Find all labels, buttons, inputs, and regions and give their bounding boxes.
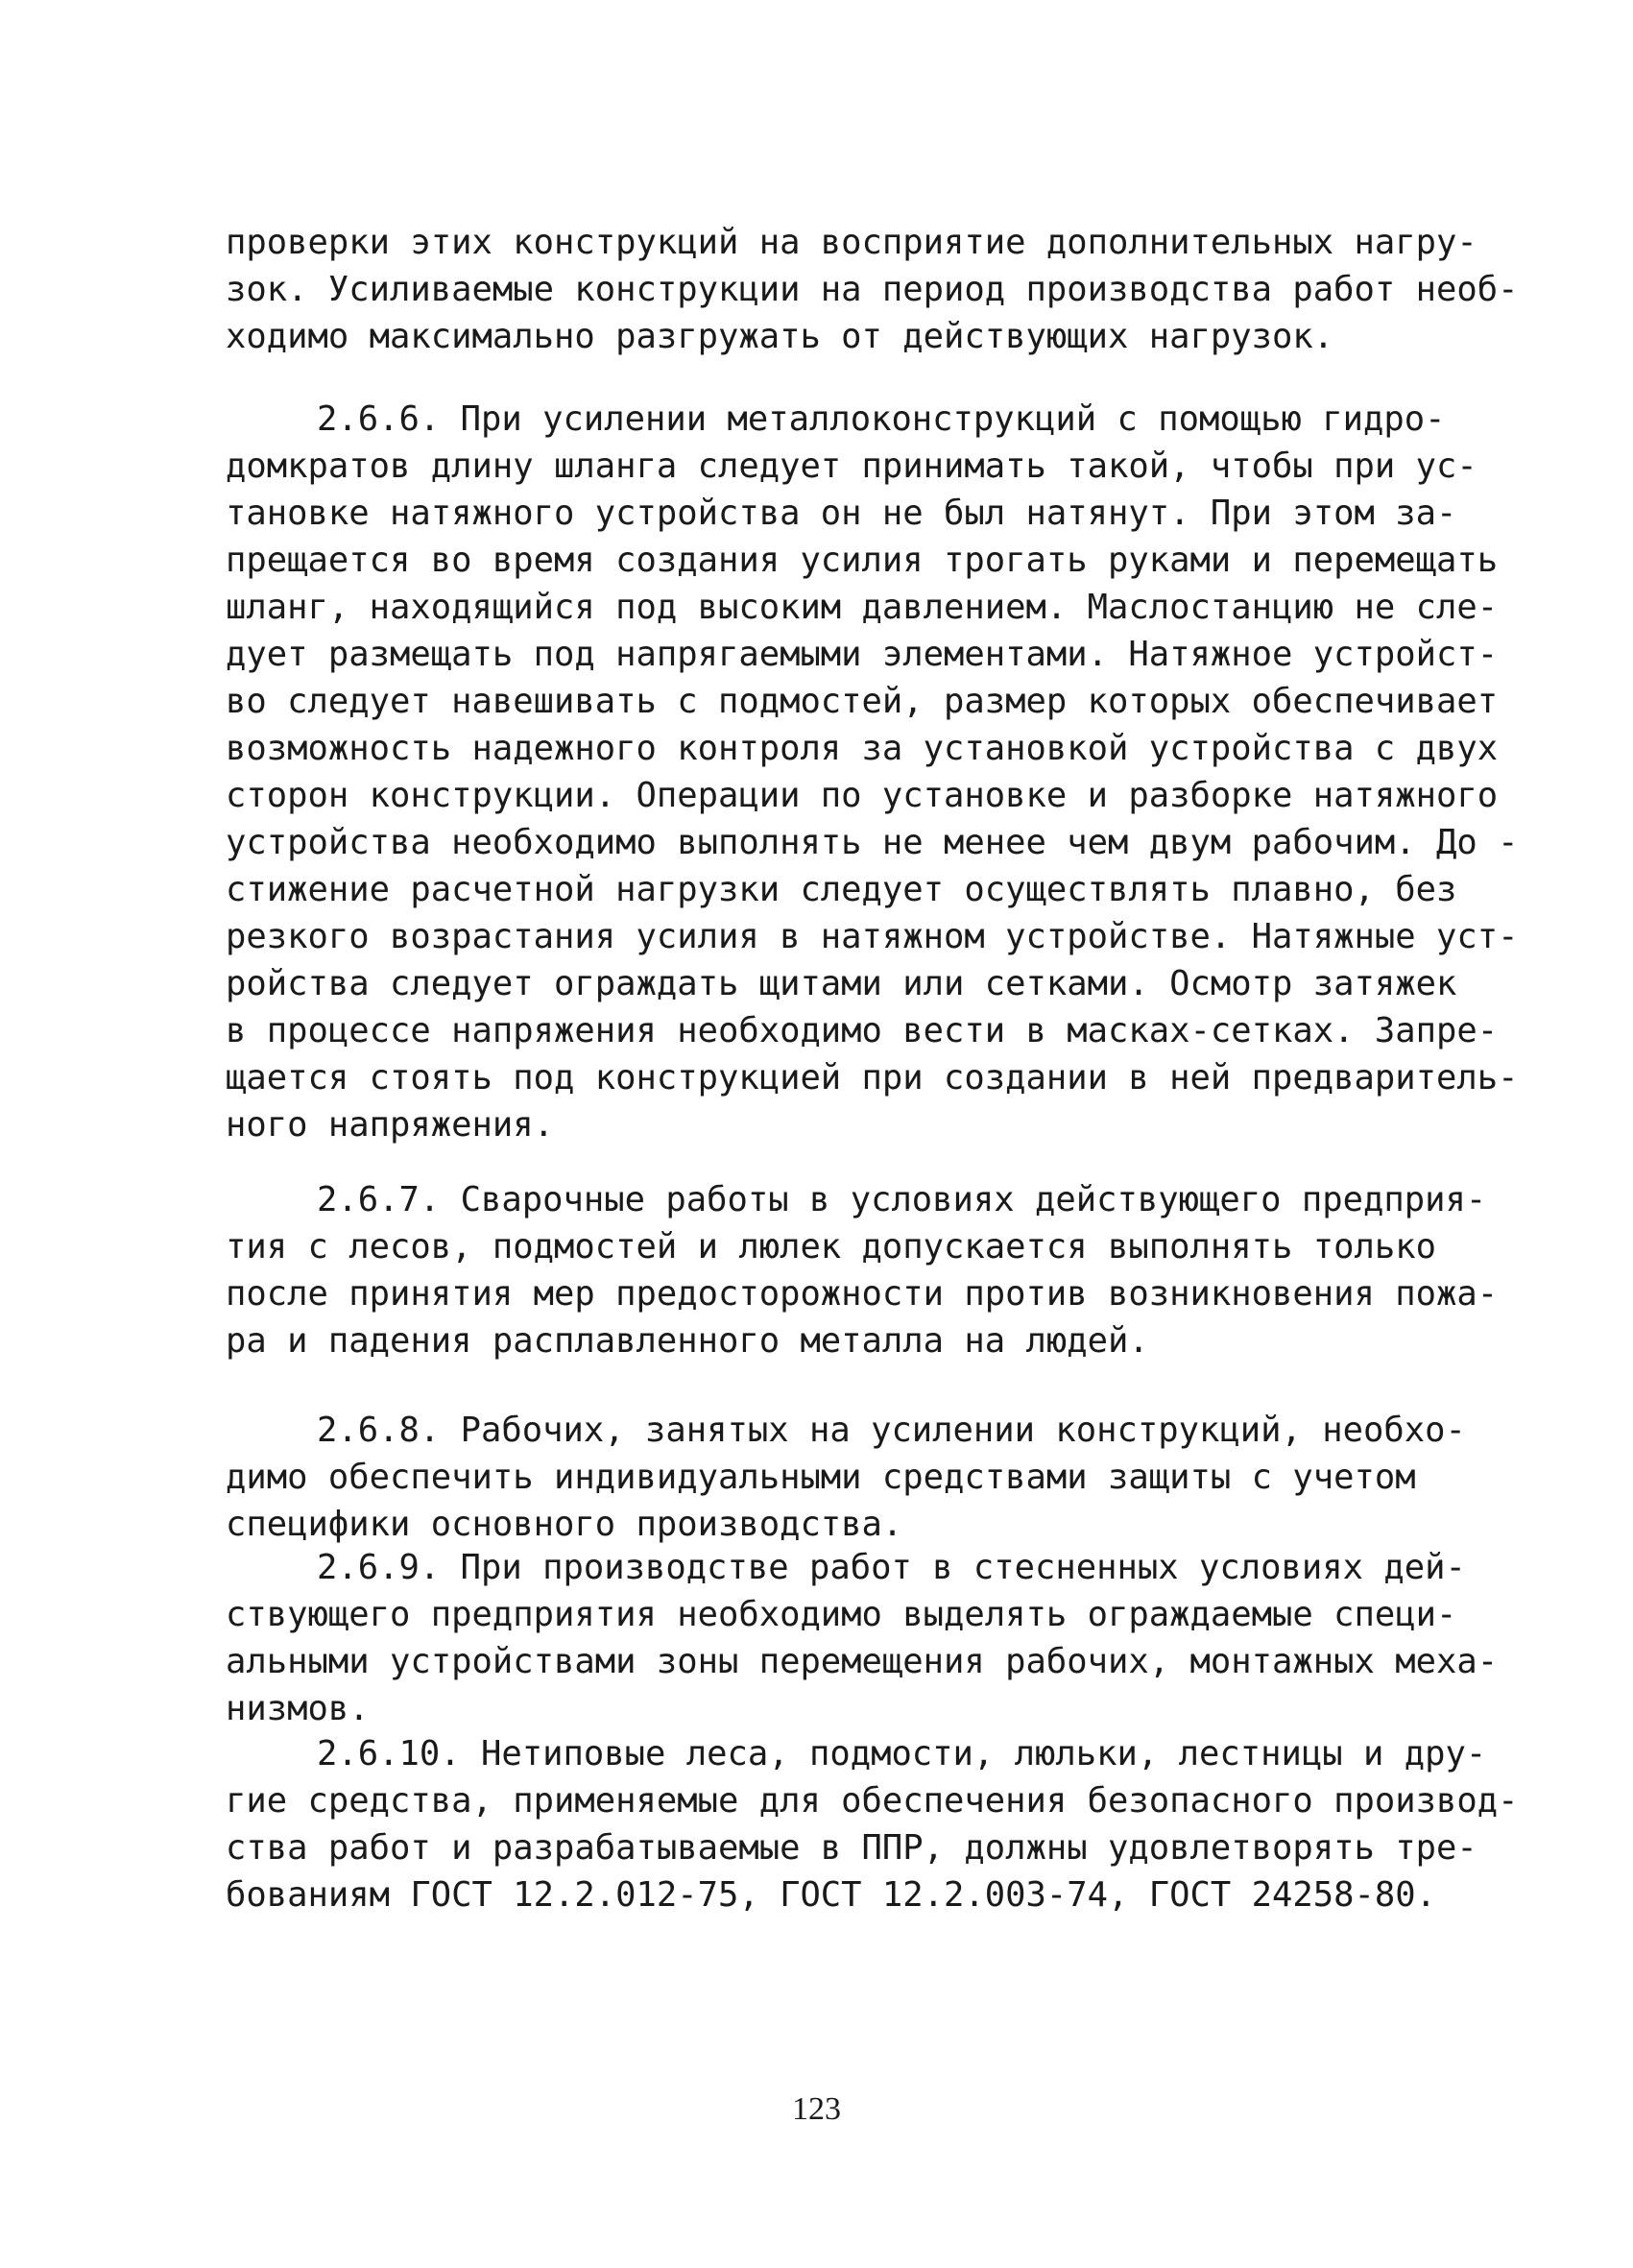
text-line: тия с лесов, подмостей и люлек допускается выполнять только (226, 1227, 1436, 1267)
text-line: сторон конструкции. Операции по установке и разборке натяжного (226, 776, 1499, 815)
text-line: ройства следует ограждать щитами или сетками. Осмотр затяжек (226, 964, 1457, 1003)
text-line: низмов. (226, 1689, 370, 1728)
paragraph-2-6-6 (226, 396, 1519, 1148)
text-line: домкратов длину шланга следует принимать такой, чтобы при ус- (226, 446, 1477, 486)
text-line: гие средства, применяемые для обеспечения безопасного производ- (226, 1781, 1519, 1821)
text-line: стижение расчетной нагрузки следует осуществлять плавно, без (226, 870, 1457, 909)
text-line: резкого возрастания усилия в натяжном устройстве. Натяжные уст- (226, 917, 1519, 956)
paragraph-2-6-7 (226, 1176, 1499, 1364)
text-line: во следует навешивать с подмостей, размер которых обеспечивает (226, 682, 1499, 721)
paragraph-2-6-10 (226, 1730, 1519, 1918)
text-line: альными устройствами зоны перемещения рабочих, монтажных меха- (226, 1642, 1499, 1681)
text-line: в процессе напряжения необходимо вести в масках-сетках. Запре- (226, 1011, 1499, 1050)
text-line: 2.6.8. Рабочих, занятых на усилении конструкций, необхо- (317, 1411, 1466, 1450)
text-line: прещается во время создания усилия трогать руками и перемещать (226, 541, 1499, 580)
text-line: возможность надежного контроля за установкой устройства с двух (226, 729, 1499, 768)
text-line: ходимо максимально разгружать от действующих нагрузок. (226, 317, 1334, 356)
text-line: 2.6.10. Нетиповые леса, подмости, люльки, лестницы и дру- (317, 1734, 1487, 1773)
text-line: 2.6.9. При производстве работ в стесненных условиях дей- (317, 1548, 1466, 1587)
text-line: ства работ и разрабатываемые в ППР, должны удовлетворять тре- (226, 1828, 1477, 1868)
text-line: зок. Усиливаемые конструкции на период производства работ необ- (226, 270, 1519, 309)
text-line: после принятия мер предосторожности против возникновения пожа- (226, 1274, 1499, 1314)
text-line: ствующего предприятия необходимо выделять ограждаемые специ- (226, 1595, 1457, 1634)
text-line: шланг, находящийся под высоким давлением. Маслостанцию не сле- (226, 588, 1499, 627)
text-line: 2.6.6. При усилении металлоконструкций с помощью гидро- (317, 399, 1446, 439)
text-line: устройства необходимо выполнять не менее чем двум рабочим. До - (226, 823, 1519, 862)
text-line: 2.6.7. Сварочные работы в условиях действующего предприя- (317, 1180, 1487, 1219)
paragraph-2-6-9 (226, 1544, 1499, 1732)
text-line: ра и падения расплавленного металла на людей. (226, 1321, 1149, 1361)
text-line: щается стоять под конструкцией при создании в ней предваритель- (226, 1058, 1519, 1098)
page-number: 123 (792, 2091, 841, 2127)
text-line: специфики основного производства. (226, 1505, 903, 1544)
text-line: бованиям ГОСТ 12.2.012-75, ГОСТ 12.2.003-74, ГОСТ 24258-80. (226, 1875, 1436, 1915)
text-line: ного напряжения. (226, 1105, 554, 1145)
text-line: димо обеспечить индивидуальными средствами защиты с учетом (226, 1458, 1416, 1497)
paragraph-2-6-8 (226, 1407, 1466, 1548)
text-line: тановке натяжного устройства он не был натянут. При этом за- (226, 494, 1457, 533)
paragraph-continuation (226, 219, 1519, 360)
text-line: проверки этих конструкций на восприятие дополнительных нагру- (226, 223, 1477, 262)
text-line: дует размещать под напрягаемыми элементами. Натяжное устройст- (226, 635, 1499, 674)
